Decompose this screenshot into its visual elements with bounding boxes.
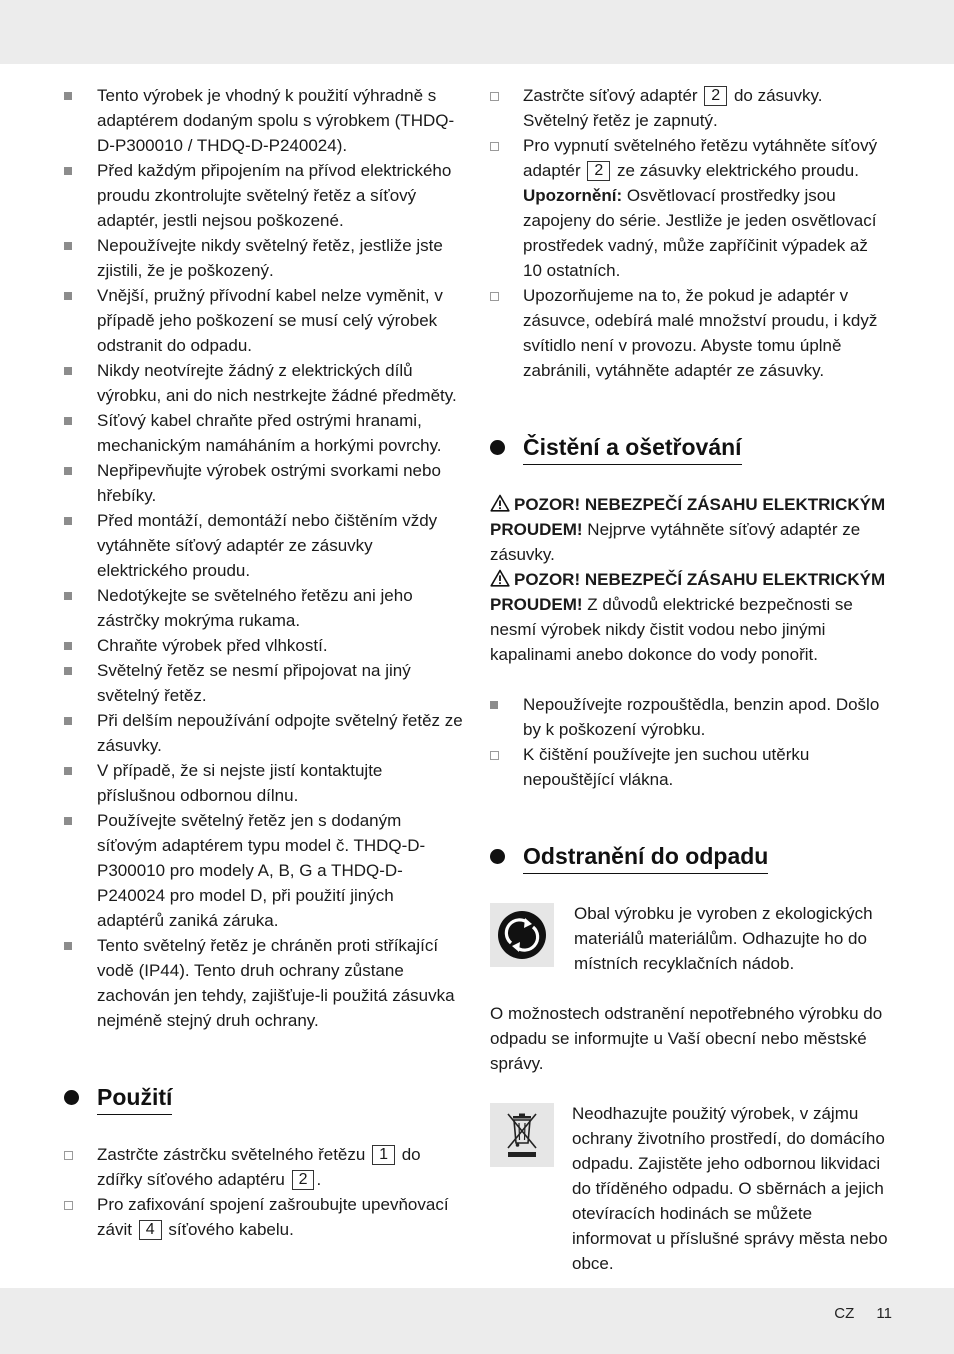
- square-bullet-icon: [64, 92, 72, 100]
- square-bullet-icon: [64, 817, 72, 825]
- usage-heading: Použití: [64, 1082, 464, 1115]
- header-band: [0, 0, 954, 64]
- part-number: 2: [704, 86, 727, 106]
- warning-triangle-icon: [490, 569, 510, 587]
- disposal-heading: Odstranění do odpadu: [490, 841, 890, 874]
- disposal-info: O možnostech odstranění nepotřebného výrobku do odpadu se informujte u Vaší obecní nebo městské správy.: [490, 1004, 883, 1073]
- list-item: Před montáží, demontáží nebo čištěním vždy vytáhněte síťový adaptér ze zásuvky elektrického proudu.: [64, 508, 464, 583]
- square-bullet-icon: [64, 592, 72, 600]
- square-bullet-icon: [64, 292, 72, 300]
- crossed-bin-icon: [502, 1110, 542, 1160]
- square-bullet-icon: [64, 642, 72, 650]
- square-bullet-icon: [64, 242, 72, 250]
- list-item: Nedotýkejte se světelného řetězu ani jeho zástrčky mokrýma rukama.: [64, 583, 464, 633]
- list-item: Nepoužívejte rozpouštědla, benzin apod. Došlo by k poškození výrobku.: [490, 692, 890, 742]
- list-item: Používejte světelný řetěz jen s dodaným síťovým adaptérem typu model č. THDQ-D-P300010 pro modely A, B, G a THDQ-D-P240024 pro model D, při použití jiných adaptérů zaniká záruka.: [64, 808, 464, 933]
- square-bullet-icon: [64, 417, 72, 425]
- list-item: Upozorňujeme na to, že pokud je adaptér v zásuvce, odebírá malé množství proudu, i když svítidlo není v provozu. Abyste tomu úplně zabránili, vytáhněte adaptér ze zásuvky.: [490, 283, 890, 383]
- part-number: 2: [587, 161, 610, 181]
- page-number: 11: [876, 1305, 892, 1322]
- list-item: Nepřipevňujte výrobek ostrými svorkami nebo hřebíky.: [64, 458, 464, 508]
- list-item: V případě, že si nejste jistí kontaktujte příslušnou odbornou dílnu.: [64, 758, 464, 808]
- list-item: Pro zafixování spojení zašroubujte upevňovací závit 4 síťového kabelu.: [64, 1192, 464, 1242]
- footer-band: [0, 1288, 954, 1354]
- checkbox-icon: [490, 92, 499, 101]
- square-bullet-icon: [64, 467, 72, 475]
- list-item: Zastrčte síťový adaptér 2 do zásuvky. Světelný řetěz je zapnutý.: [490, 83, 890, 133]
- square-bullet-icon: [64, 667, 72, 675]
- page-footer: [834, 1305, 892, 1322]
- weee-disposal: [490, 1101, 890, 1276]
- list-item: Síťový kabel chraňte před ostrými hranami, mechanickým namáháním a horkými povrchy.: [64, 408, 464, 458]
- packaging-text: Obal výrobku je vyroben z ekologických materiálů materiálům. Odhazujte ho do místních recyklačních nádob.: [574, 904, 873, 973]
- list-item: Světelný řetěz se nesmí připojovat na jiný světelný řetěz.: [64, 658, 464, 708]
- safety-list: [64, 83, 464, 1033]
- right-column: [490, 83, 890, 1276]
- list-item: Nikdy neotvírejte žádný z elektrických dílů výrobku, ani do nich nestrkejte žádné předměty.: [64, 358, 464, 408]
- weee-symbol: [490, 1103, 554, 1167]
- square-bullet-icon: [64, 717, 72, 725]
- list-item: Tento výrobek je vhodný k použití výhradně s adaptérem dodaným spolu s výrobkem (THDQ-D-P300010 / THDQ-D-P240024).: [64, 83, 464, 158]
- checkbox-icon: [64, 1151, 73, 1160]
- list-item: Tento světelný řetěz je chráněn proti stříkající vodě (IP44). Tento druh ochrany zůstane zachován jen tehdy, zajišťuje-li použitá zásuvka nejméně stejný druh ochrany.: [64, 933, 464, 1033]
- weee-text: Neodhazujte použitý výrobek, v zájmu ochrany životního prostředí, do domácího odpadu. Zajistěte jeho odbornou likvidaci do tříděného odpadu. O sběrnách a jejich otevíracích hodinách se můžete informovat u příslušné správy města nebo obce.: [572, 1104, 888, 1273]
- square-bullet-icon: [64, 767, 72, 775]
- heading-bullet-icon: [490, 849, 505, 864]
- recycling-icon: [496, 909, 548, 961]
- warning-2: POZOR! NEBEZPEČÍ ZÁSAHU ELEKTRICKÝM PROUDEM! Z důvodů elektrické bezpečnosti se nesmí výrobek nikdy čistit vodou nebo jinými kapalinami anebo dokonce do vody ponořit.: [490, 570, 886, 664]
- square-bullet-icon: [64, 517, 72, 525]
- operation-list: [490, 83, 890, 383]
- note-label: Upozornění:: [523, 186, 623, 205]
- left-column: [64, 83, 464, 1242]
- warning-1: POZOR! NEBEZPEČÍ ZÁSAHU ELEKTRICKÝM PROUDEM! Nejprve vytáhněte síťový adaptér ze zásuvky.: [490, 495, 886, 564]
- square-bullet-icon: [64, 167, 72, 175]
- list-item: Chraňte výrobek před vlhkostí.: [64, 633, 464, 658]
- list-item: Nepoužívejte nikdy světelný řetěz, jestliže jste zjistili, že je poškozený.: [64, 233, 464, 283]
- square-bullet-icon: [64, 942, 72, 950]
- list-item: Před každým připojením na přívod elektrického proudu zkontrolujte světelný řetěz a síťový adaptér, jestli nejsou poškozené.: [64, 158, 464, 233]
- cleaning-list: [490, 692, 890, 792]
- list-item: Zastrčte zástrčku světelného řetězu 1 do zdířky síťového adaptéru 2 .: [64, 1142, 464, 1192]
- checkbox-icon: [490, 142, 499, 151]
- part-number: 2: [292, 1170, 315, 1190]
- heading-bullet-icon: [490, 440, 505, 455]
- checkbox-icon: [64, 1201, 73, 1210]
- part-number: 1: [372, 1145, 395, 1165]
- square-bullet-icon: [490, 701, 498, 709]
- recycling-symbol: [490, 903, 554, 967]
- checkbox-icon: [490, 292, 499, 301]
- list-item: Pro vypnutí světelného řetězu vytáhněte síťový adaptér 2 ze zásuvky elektrického proudu. Upozornění: Osvětlovací prostředky jsou zapojeny do série. Jestliže je jeden osvětlovací prostředek vadný, může zapříčinit výpadek až 10 ostatních.: [490, 133, 890, 283]
- language-code: CZ: [834, 1305, 855, 1322]
- part-number: 4: [139, 1220, 162, 1240]
- list-item: K čištění používejte jen suchou utěrku nepouštějící vlákna.: [490, 742, 890, 792]
- heading-bullet-icon: [64, 1090, 79, 1105]
- list-item: Vnější, pružný přívodní kabel nelze vyměnit, v případě jeho poškození se musí celý výrobek odstranit do odpadu.: [64, 283, 464, 358]
- warning-triangle-icon: [490, 494, 510, 512]
- cleaning-heading: Čistění a ošetřování: [490, 432, 890, 465]
- checkbox-icon: [490, 751, 499, 760]
- usage-list: [64, 1142, 464, 1242]
- square-bullet-icon: [64, 367, 72, 375]
- packaging-disposal: [490, 901, 890, 976]
- list-item: Při delším nepoužívání odpojte světelný řetěz ze zásuvky.: [64, 708, 464, 758]
